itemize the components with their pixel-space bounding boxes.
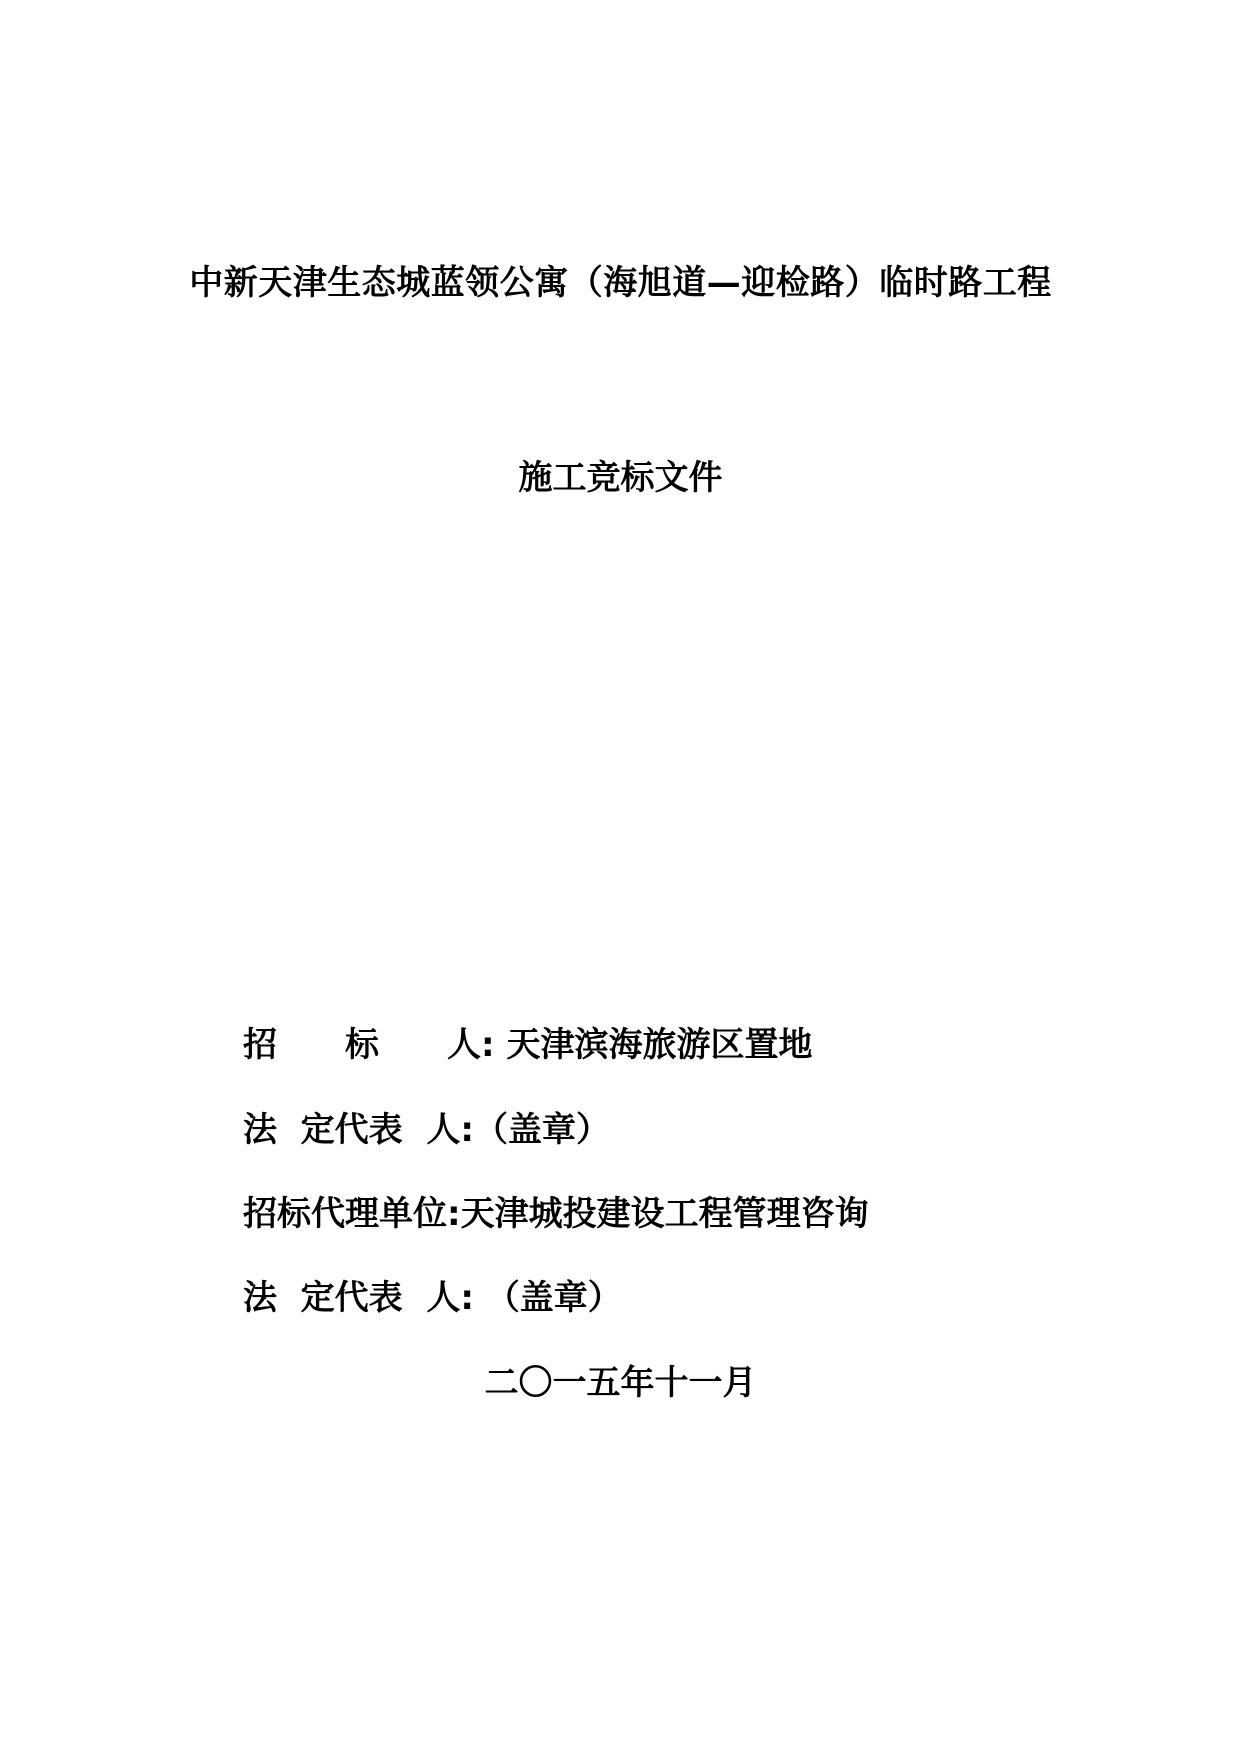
document-date: 二〇一五年十一月 bbox=[484, 1363, 757, 1403]
tenderer-legal-rep-value: （盖章） bbox=[473, 1110, 610, 1150]
agency-legal-rep-label: 法 定代表 人: bbox=[243, 1278, 474, 1318]
agency-legal-rep-value: （盖章） bbox=[473, 1278, 622, 1318]
tenderer-legal-rep-label: 法 定代表 人: bbox=[243, 1110, 474, 1150]
tenderer-label: 招 标 人: bbox=[243, 1025, 495, 1065]
tenderer-legal-rep-line bbox=[243, 1102, 610, 1151]
document-subtitle: 施工竞标文件 bbox=[518, 458, 723, 498]
agency-line bbox=[243, 1186, 869, 1235]
agency-label: 招标代理单位: bbox=[243, 1194, 461, 1234]
tenderer-value: 天津滨海旅游区置地 bbox=[494, 1025, 813, 1065]
document-title: 中新天津生态城蓝领公寓（海旭道—迎检路）临时路工程 bbox=[189, 263, 1052, 303]
agency-legal-rep-line bbox=[243, 1270, 622, 1319]
agency-value: 天津城投建设工程管理咨询 bbox=[460, 1194, 869, 1234]
tenderer-line bbox=[243, 1017, 812, 1066]
